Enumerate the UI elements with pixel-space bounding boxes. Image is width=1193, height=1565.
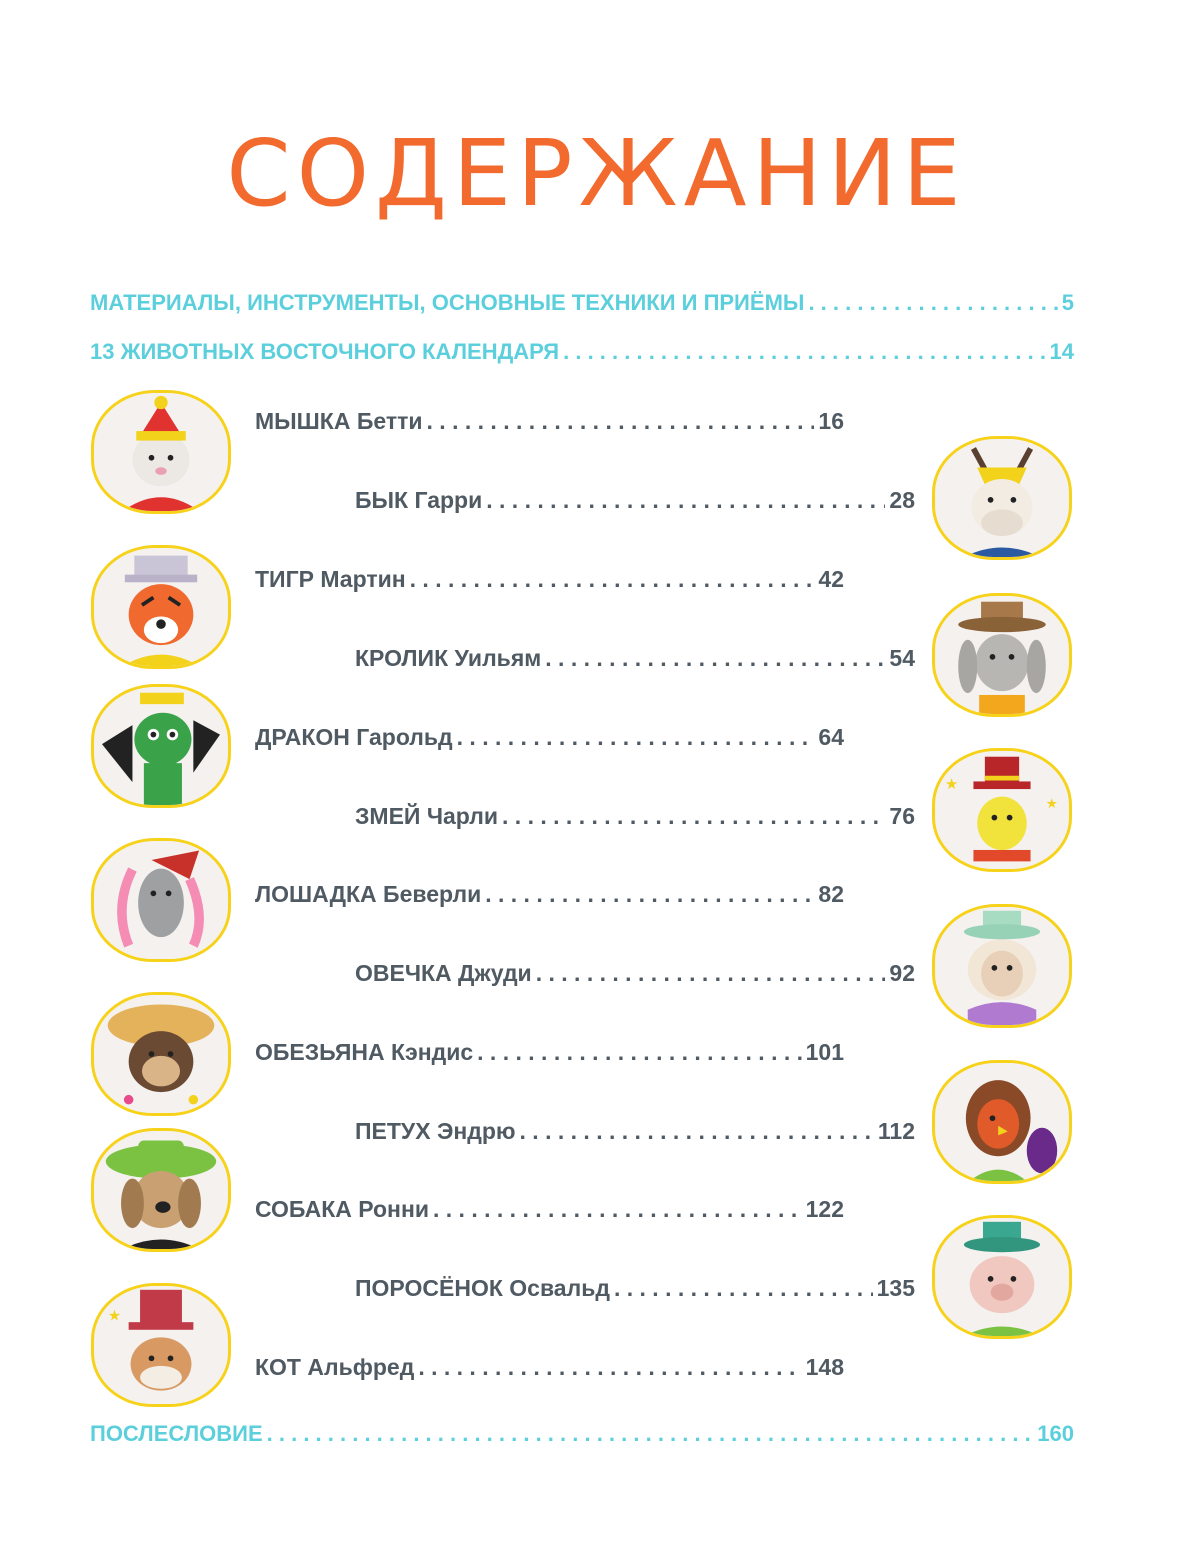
- entry-name: Ронни: [358, 1196, 429, 1222]
- dot-leader: [536, 960, 886, 987]
- dot-leader: [545, 645, 885, 672]
- dot-leader: [427, 408, 815, 435]
- dot-leader: [520, 1118, 874, 1145]
- entry-name: Альфред: [307, 1354, 415, 1380]
- section-label: 13 ЖИВОТНЫХ ВОСТОЧНОГО КАЛЕНДАРЯ: [90, 339, 560, 364]
- entry-animal: ПЕТУХ: [355, 1118, 431, 1144]
- toc-section-materials[interactable]: [90, 290, 1074, 316]
- toc-entry-tiger[interactable]: [255, 566, 844, 593]
- toc-entry-horse[interactable]: [255, 881, 844, 908]
- toc-section-afterword[interactable]: [90, 1421, 1074, 1447]
- dot-leader: [485, 881, 814, 908]
- toc-entry-sheep[interactable]: [355, 960, 915, 987]
- entry-name: Эндрю: [436, 1118, 516, 1144]
- page-number: 42: [818, 566, 844, 592]
- page-number: 112: [877, 1118, 915, 1144]
- cat-photo: [91, 1283, 231, 1407]
- rooster-photo: [932, 1060, 1072, 1184]
- dragon-photo: [91, 684, 231, 808]
- page-number: 5: [1061, 290, 1074, 315]
- entry-name: Гарольд: [356, 724, 453, 750]
- entry-animal: ЗМЕЙ: [355, 803, 421, 829]
- entry-animal: СОБАКА: [255, 1196, 352, 1222]
- page-number: 64: [818, 724, 844, 750]
- entry-animal: ЛОШАДКА: [255, 881, 377, 907]
- toc-entry-pig[interactable]: [355, 1275, 915, 1302]
- entry-name: Гарри: [414, 487, 483, 513]
- dot-leader: [808, 290, 1057, 316]
- entry-name: Уильям: [454, 645, 542, 671]
- section-label: МАТЕРИАЛЫ, ИНСТРУМЕНТЫ, ОСНОВНЫЕ ТЕХНИКИ И ПРИЁМЫ: [90, 290, 805, 315]
- toc-entry-rooster[interactable]: [355, 1118, 915, 1145]
- toc-entry-ox[interactable]: [355, 487, 915, 514]
- page-number: 148: [805, 1354, 844, 1380]
- page-number: 122: [805, 1196, 844, 1222]
- page-number: 16: [818, 408, 844, 434]
- mouse-photo: [91, 390, 231, 514]
- snake-photo: [932, 748, 1072, 872]
- dot-leader: [418, 1354, 801, 1381]
- entry-animal: МЫШКА: [255, 408, 351, 434]
- entry-animal: ОБЕЗЬЯНА: [255, 1039, 385, 1065]
- page-number: 101: [805, 1039, 844, 1065]
- entry-animal: ПОРОСЁНОК: [355, 1275, 503, 1301]
- dot-leader: [267, 1421, 1034, 1447]
- entry-name: Беверли: [383, 881, 482, 907]
- toc-entry-monkey[interactable]: [255, 1039, 844, 1066]
- page-number: 54: [889, 645, 915, 671]
- dot-leader: [614, 1275, 873, 1302]
- svg-text:★: ★: [1045, 796, 1058, 812]
- toc-entry-rabbit[interactable]: [355, 645, 915, 672]
- toc-entry-dog[interactable]: [255, 1196, 844, 1223]
- dot-leader: [433, 1196, 802, 1223]
- page-number: 135: [876, 1275, 915, 1301]
- page-number: 92: [889, 960, 915, 986]
- entry-name: Бетти: [356, 408, 423, 434]
- entry-name: Джуди: [458, 960, 532, 986]
- entry-name: Мартин: [320, 566, 406, 592]
- rabbit-photo: [932, 593, 1072, 717]
- tiger-photo: [91, 545, 231, 669]
- entry-name: Кэндис: [390, 1039, 474, 1065]
- entry-animal: КОТ: [255, 1354, 301, 1380]
- sheep-photo: [932, 904, 1072, 1028]
- page-number: 160: [1037, 1421, 1074, 1446]
- dot-leader: [457, 724, 815, 751]
- svg-text:★: ★: [107, 1307, 122, 1325]
- pig-photo: [932, 1215, 1072, 1339]
- dot-leader: [563, 339, 1045, 365]
- entry-animal: КРОЛИК: [355, 645, 449, 671]
- toc-section-animals[interactable]: [90, 339, 1074, 365]
- toc-entry-mouse[interactable]: [255, 408, 844, 435]
- toc-entry-snake[interactable]: [355, 803, 915, 830]
- dog-photo: [91, 1128, 231, 1252]
- toc-entry-cat[interactable]: [255, 1354, 844, 1381]
- dot-leader: [502, 803, 885, 830]
- page-number: 28: [889, 487, 915, 513]
- page-number: 76: [889, 803, 915, 829]
- monkey-photo: [91, 992, 231, 1116]
- page-number: 14: [1049, 339, 1074, 364]
- page-title: СОДЕРЖАНИЕ: [226, 120, 967, 227]
- entry-name: Чарли: [426, 803, 499, 829]
- dot-leader: [477, 1039, 801, 1066]
- entry-animal: БЫК: [355, 487, 409, 513]
- ox-photo: [932, 436, 1072, 560]
- svg-text:★: ★: [944, 776, 959, 794]
- toc-entry-dragon[interactable]: [255, 724, 844, 751]
- section-label: ПОСЛЕСЛОВИЕ: [90, 1421, 263, 1446]
- dot-leader: [486, 487, 885, 514]
- entry-animal: ОВЕЧКА: [355, 960, 452, 986]
- dot-leader: [410, 566, 815, 593]
- entry-animal: ДРАКОН: [255, 724, 350, 750]
- page-number: 82: [818, 881, 844, 907]
- entry-name: Освальд: [509, 1275, 610, 1301]
- horse-photo: [91, 838, 231, 962]
- entry-animal: ТИГР: [255, 566, 314, 592]
